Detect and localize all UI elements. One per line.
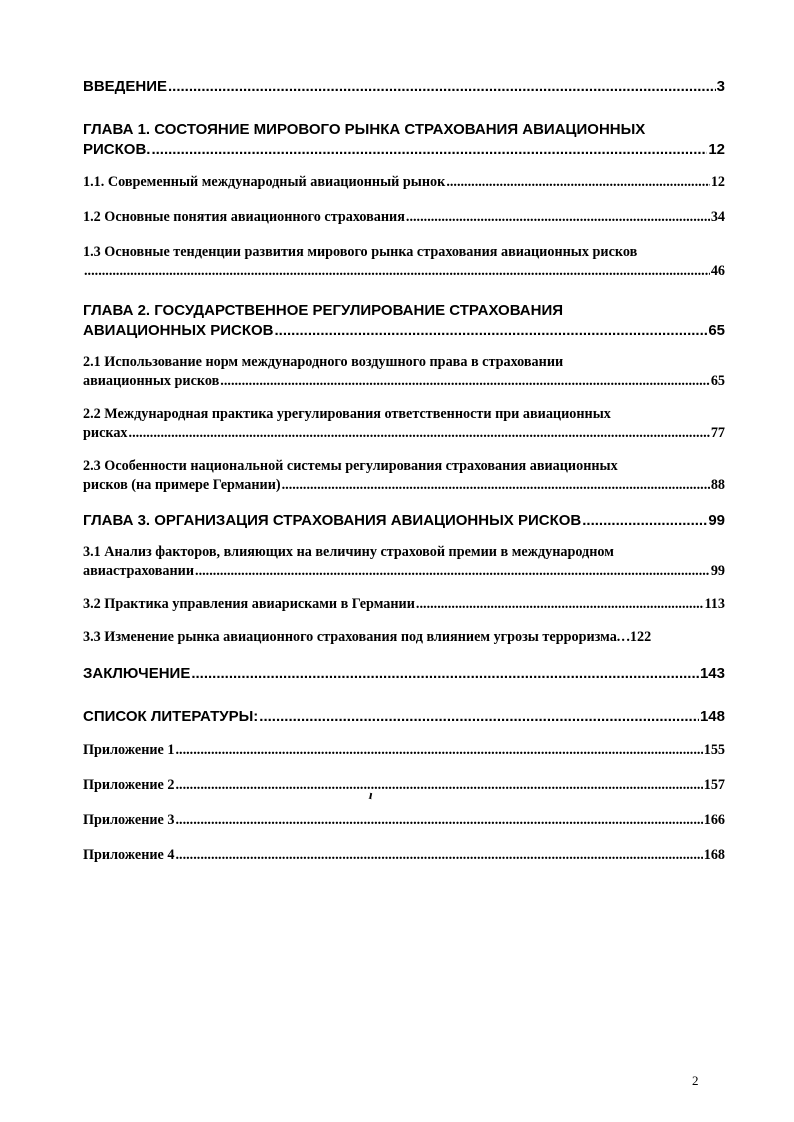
leader-dots bbox=[168, 77, 716, 97]
toc-entry-page: 155 bbox=[703, 742, 725, 758]
toc-entry-title: 1.1. Современный международный авиационный рынок bbox=[83, 174, 446, 190]
toc-entry-title-line: 1.3 Основные тенденции развития мирового рынка страхования авиационных рисков bbox=[83, 244, 638, 260]
toc-entry-title-line: 2.3 Особенности национальной системы регулирования страхования авиационных bbox=[83, 458, 618, 474]
toc-entry-page: 88 bbox=[710, 477, 725, 493]
toc-entry-chapter-2[interactable] bbox=[83, 301, 725, 341]
toc-entry-chapter-3[interactable] bbox=[83, 511, 725, 531]
toc-entry-page: 3 bbox=[716, 78, 725, 95]
leader-dots bbox=[195, 562, 710, 581]
toc-entry-page: 166 bbox=[703, 812, 725, 828]
stray-mark: ı bbox=[367, 786, 375, 803]
table-of-contents bbox=[83, 77, 725, 865]
leader-dots bbox=[220, 372, 710, 391]
toc-entry-section-2-1[interactable] bbox=[83, 353, 725, 391]
toc-entry-page: .122 bbox=[626, 629, 652, 645]
toc-entry-title: Приложение 3 bbox=[83, 812, 175, 828]
toc-entry-section-1-3[interactable] bbox=[83, 243, 725, 281]
leader-dots bbox=[274, 321, 707, 341]
toc-entry-page: 34 bbox=[710, 209, 725, 225]
toc-entry-appendix-3[interactable] bbox=[83, 811, 725, 830]
toc-entry-title: ВВЕДЕНИЕ bbox=[83, 78, 167, 95]
leader-dots bbox=[175, 741, 702, 760]
toc-entry-page: 12 bbox=[710, 174, 725, 190]
toc-entry-page: 157 bbox=[703, 777, 725, 793]
toc-entry-page: 113 bbox=[704, 596, 725, 612]
toc-entry-title: Приложение 4 bbox=[83, 847, 175, 863]
toc-entry-page: 99 bbox=[710, 563, 725, 579]
toc-entry-title-line: 2.2 Международная практика урегулирования ответственности при авиационных bbox=[83, 406, 611, 422]
toc-entry-section-1-1[interactable] bbox=[83, 173, 725, 192]
toc-entry-title: авиационных рисков bbox=[83, 373, 220, 389]
toc-entry-page: 148 bbox=[699, 708, 725, 725]
toc-entry-title: авиастраховании bbox=[83, 563, 195, 579]
leader-dots bbox=[416, 595, 704, 614]
toc-entry-title: СПИСОК ЛИТЕРАТУРЫ: bbox=[83, 708, 259, 725]
leader-dots bbox=[259, 707, 699, 727]
toc-entry-section-2-3[interactable] bbox=[83, 457, 725, 495]
toc-entry-bibliography[interactable] bbox=[83, 707, 725, 727]
toc-entry-title-line: 2.1 Использование норм международного воздушного права в страховании bbox=[83, 354, 564, 370]
leader-dots bbox=[621, 628, 625, 647]
toc-entry-page: 12 bbox=[708, 141, 725, 158]
toc-entry-appendix-1[interactable] bbox=[83, 741, 725, 760]
toc-entry-section-3-3[interactable] bbox=[83, 628, 725, 647]
leader-dots bbox=[406, 208, 710, 227]
toc-entry-title: 3.3 Изменение рынка авиационного страхования под влиянием угрозы терроризма. bbox=[83, 629, 621, 645]
leader-dots bbox=[582, 511, 707, 531]
leader-dots bbox=[175, 776, 702, 795]
toc-entry-introduction[interactable] bbox=[83, 77, 725, 97]
toc-entry-title: Приложение 2 bbox=[83, 777, 175, 793]
toc-entry-title: РИСКОВ. bbox=[83, 141, 151, 158]
leader-dots bbox=[151, 140, 707, 160]
toc-entry-page: 65 bbox=[710, 373, 725, 389]
leader-dots bbox=[282, 476, 710, 495]
leader-dots bbox=[175, 846, 702, 865]
toc-entry-section-3-2[interactable] bbox=[83, 595, 725, 614]
toc-entry-title: рисков (на примере Германии) bbox=[83, 477, 281, 493]
toc-entry-title: рисках bbox=[83, 425, 128, 441]
toc-entry-page: 99 bbox=[708, 512, 725, 529]
toc-entry-page: 77 bbox=[710, 425, 725, 441]
leader-dots bbox=[446, 173, 710, 192]
toc-entry-appendix-4[interactable] bbox=[83, 846, 725, 865]
toc-entry-title: ЗАКЛЮЧЕНИЕ bbox=[83, 665, 191, 682]
toc-entry-appendix-2[interactable] bbox=[83, 776, 725, 795]
toc-entry-title: Приложение 1 bbox=[83, 742, 175, 758]
toc-entry-title-line: ГЛАВА 2. ГОСУДАРСТВЕННОЕ РЕГУЛИРОВАНИЕ СТРАХОВАНИЯ bbox=[83, 302, 564, 319]
toc-entry-section-3-1[interactable] bbox=[83, 543, 725, 581]
toc-entry-page: 143 bbox=[699, 665, 725, 682]
toc-entry-title: АВИАЦИОННЫХ РИСКОВ bbox=[83, 322, 274, 339]
page-number: 2 bbox=[692, 1073, 699, 1088]
leader-dots bbox=[84, 262, 710, 281]
leader-dots bbox=[129, 424, 710, 443]
toc-entry-title-line: 3.1 Анализ факторов, влияющих на величину страховой премии в международном bbox=[83, 544, 614, 560]
toc-entry-title: 3.2 Практика управления авиарисками в Германии bbox=[83, 596, 415, 612]
toc-entry-page: 46 bbox=[710, 263, 725, 279]
toc-entry-title: 1.2 Основные понятия авиационного страхования bbox=[83, 209, 405, 225]
leader-dots bbox=[175, 811, 702, 830]
toc-entry-conclusion[interactable] bbox=[83, 664, 725, 684]
toc-entry-page: 168 bbox=[703, 847, 725, 863]
toc-entry-title-line: ГЛАВА 1. СОСТОЯНИЕ МИРОВОГО РЫНКА СТРАХОВАНИЯ АВИАЦИОННЫХ bbox=[83, 121, 646, 138]
toc-entry-chapter-1[interactable] bbox=[83, 120, 725, 160]
toc-entry-section-1-2[interactable] bbox=[83, 208, 725, 227]
toc-entry-section-2-2[interactable] bbox=[83, 405, 725, 443]
toc-entry-title: ГЛАВА 3. ОРГАНИЗАЦИЯ СТРАХОВАНИЯ АВИАЦИОННЫХ РИСКОВ bbox=[83, 512, 582, 529]
leader-dots bbox=[191, 664, 699, 684]
toc-entry-page: 65 bbox=[708, 322, 725, 339]
